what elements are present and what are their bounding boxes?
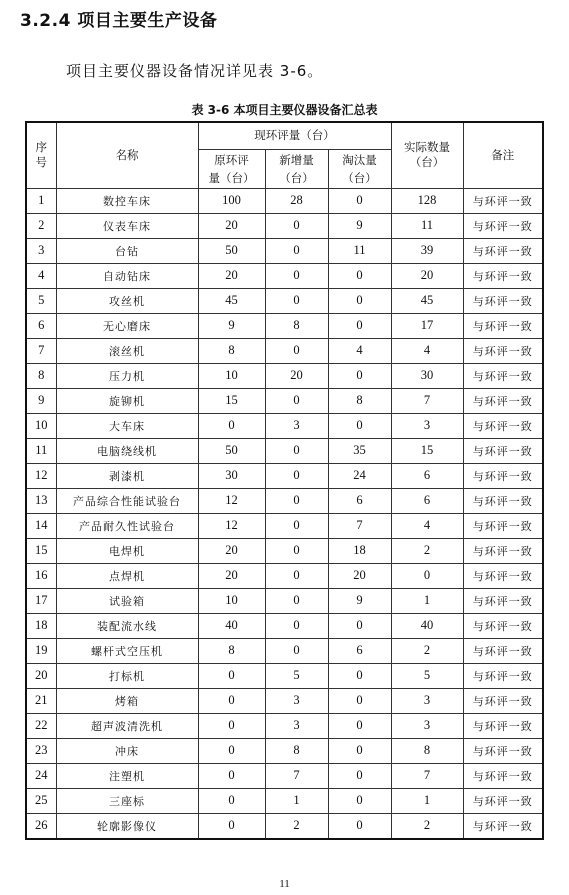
- actual-quantity-cell: 128: [391, 188, 463, 213]
- removed-quantity-cell: 0: [328, 788, 391, 813]
- table-row: [26, 663, 543, 688]
- removed-quantity-cell: 0: [328, 263, 391, 288]
- actual-quantity-cell: 17: [391, 313, 463, 338]
- original-quantity-cell: 0: [198, 738, 265, 763]
- header-no: 序 号: [26, 122, 56, 188]
- table-caption: 表 3-6 本项目主要仪器设备汇总表: [191, 103, 378, 117]
- table-header: [26, 122, 543, 188]
- added-quantity-cell: 3: [265, 713, 328, 738]
- row-number-cell: 23: [26, 738, 56, 763]
- original-quantity-cell: 12: [198, 513, 265, 538]
- actual-quantity-cell: 11: [391, 213, 463, 238]
- original-quantity-cell: 45: [198, 288, 265, 313]
- added-quantity-cell: 0: [265, 613, 328, 638]
- removed-quantity-cell: 0: [328, 813, 391, 839]
- added-quantity-cell: 7: [265, 763, 328, 788]
- added-quantity-cell: 0: [265, 263, 328, 288]
- row-number-cell: 26: [26, 813, 56, 839]
- actual-quantity-cell: 5: [391, 663, 463, 688]
- table-row: [26, 763, 543, 788]
- remark-cell: 与环评一致: [463, 738, 543, 763]
- equipment-name-cell: 产品综合性能试验台: [56, 488, 198, 513]
- remark-cell: 与环评一致: [463, 488, 543, 513]
- page-number: 11: [279, 878, 290, 890]
- original-quantity-cell: 50: [198, 238, 265, 263]
- actual-quantity-cell: 8: [391, 738, 463, 763]
- added-quantity-cell: 0: [265, 438, 328, 463]
- equipment-name-cell: 点焊机: [56, 563, 198, 588]
- equipment-name-cell: 滚丝机: [56, 338, 198, 363]
- original-quantity-cell: 0: [198, 713, 265, 738]
- header-actual: 实际数量 （台）: [391, 122, 463, 188]
- added-quantity-cell: 8: [265, 738, 328, 763]
- equipment-name-cell: 自动钻床: [56, 263, 198, 288]
- equipment-name-cell: 电脑绕线机: [56, 438, 198, 463]
- equipment-name-cell: 台钻: [56, 238, 198, 263]
- original-quantity-cell: 8: [198, 338, 265, 363]
- row-number-cell: 13: [26, 488, 56, 513]
- equipment-table: [25, 121, 544, 840]
- actual-quantity-cell: 4: [391, 513, 463, 538]
- actual-quantity-cell: 7: [391, 388, 463, 413]
- header-added: 新增量 （台）: [265, 149, 328, 188]
- actual-quantity-cell: 1: [391, 788, 463, 813]
- table-row: [26, 538, 543, 563]
- original-quantity-cell: 10: [198, 363, 265, 388]
- added-quantity-cell: 1: [265, 788, 328, 813]
- actual-quantity-cell: 2: [391, 813, 463, 839]
- added-quantity-cell: 3: [265, 413, 328, 438]
- table-row: [26, 288, 543, 313]
- table-row: [26, 338, 543, 363]
- row-number-cell: 2: [26, 213, 56, 238]
- row-number-cell: 22: [26, 713, 56, 738]
- removed-quantity-cell: 0: [328, 688, 391, 713]
- added-quantity-cell: 0: [265, 488, 328, 513]
- actual-quantity-cell: 39: [391, 238, 463, 263]
- header-removed: 淘汰量 （台）: [328, 149, 391, 188]
- table-row: [26, 263, 543, 288]
- table-row: [26, 213, 543, 238]
- actual-quantity-cell: 3: [391, 413, 463, 438]
- original-quantity-cell: 40: [198, 613, 265, 638]
- added-quantity-cell: 0: [265, 463, 328, 488]
- original-quantity-cell: 20: [198, 538, 265, 563]
- actual-quantity-cell: 0: [391, 563, 463, 588]
- remark-cell: 与环评一致: [463, 788, 543, 813]
- removed-quantity-cell: 6: [328, 638, 391, 663]
- added-quantity-cell: 0: [265, 588, 328, 613]
- table-row: [26, 413, 543, 438]
- added-quantity-cell: 0: [265, 563, 328, 588]
- remark-cell: 与环评一致: [463, 188, 543, 213]
- row-number-cell: 12: [26, 463, 56, 488]
- removed-quantity-cell: 7: [328, 513, 391, 538]
- table-row: [26, 188, 543, 213]
- equipment-name-cell: 试验箱: [56, 588, 198, 613]
- remark-cell: 与环评一致: [463, 213, 543, 238]
- row-number-cell: 21: [26, 688, 56, 713]
- remark-cell: 与环评一致: [463, 713, 543, 738]
- original-quantity-cell: 0: [198, 413, 265, 438]
- removed-quantity-cell: 0: [328, 313, 391, 338]
- table-row: [26, 438, 543, 463]
- removed-quantity-cell: 9: [328, 213, 391, 238]
- table-row: [26, 638, 543, 663]
- original-quantity-cell: 0: [198, 688, 265, 713]
- added-quantity-cell: 0: [265, 288, 328, 313]
- actual-quantity-cell: 7: [391, 763, 463, 788]
- removed-quantity-cell: 35: [328, 438, 391, 463]
- row-number-cell: 17: [26, 588, 56, 613]
- table-row: [26, 613, 543, 638]
- added-quantity-cell: 0: [265, 513, 328, 538]
- original-quantity-cell: 0: [198, 813, 265, 839]
- table-row: [26, 513, 543, 538]
- row-number-cell: 16: [26, 563, 56, 588]
- remark-cell: 与环评一致: [463, 563, 543, 588]
- removed-quantity-cell: 0: [328, 663, 391, 688]
- original-quantity-cell: 9: [198, 313, 265, 338]
- original-quantity-cell: 20: [198, 213, 265, 238]
- header-name: 名称: [56, 122, 198, 188]
- remark-cell: 与环评一致: [463, 763, 543, 788]
- remark-cell: 与环评一致: [463, 413, 543, 438]
- row-number-cell: 18: [26, 613, 56, 638]
- added-quantity-cell: 0: [265, 538, 328, 563]
- remark-cell: 与环评一致: [463, 638, 543, 663]
- remark-cell: 与环评一致: [463, 438, 543, 463]
- actual-quantity-cell: 45: [391, 288, 463, 313]
- table-row: [26, 588, 543, 613]
- actual-quantity-cell: 3: [391, 688, 463, 713]
- remark-cell: 与环评一致: [463, 588, 543, 613]
- actual-quantity-cell: 6: [391, 488, 463, 513]
- original-quantity-cell: 0: [198, 763, 265, 788]
- equipment-name-cell: 数控车床: [56, 188, 198, 213]
- added-quantity-cell: 0: [265, 338, 328, 363]
- actual-quantity-cell: 2: [391, 538, 463, 563]
- original-quantity-cell: 12: [198, 488, 265, 513]
- added-quantity-cell: 0: [265, 238, 328, 263]
- row-number-cell: 25: [26, 788, 56, 813]
- section-heading: 3.2.4 项目主要生产设备: [20, 11, 218, 31]
- removed-quantity-cell: 8: [328, 388, 391, 413]
- added-quantity-cell: 28: [265, 188, 328, 213]
- actual-quantity-cell: 3: [391, 713, 463, 738]
- equipment-name-cell: 大车床: [56, 413, 198, 438]
- added-quantity-cell: 8: [265, 313, 328, 338]
- removed-quantity-cell: 0: [328, 763, 391, 788]
- row-number-cell: 24: [26, 763, 56, 788]
- equipment-name-cell: 无心磨床: [56, 313, 198, 338]
- removed-quantity-cell: 24: [328, 463, 391, 488]
- original-quantity-cell: 8: [198, 638, 265, 663]
- actual-quantity-cell: 6: [391, 463, 463, 488]
- table-row: [26, 388, 543, 413]
- table-row: [26, 738, 543, 763]
- equipment-name-cell: 烤箱: [56, 688, 198, 713]
- original-quantity-cell: 20: [198, 563, 265, 588]
- equipment-name-cell: 剥漆机: [56, 463, 198, 488]
- row-number-cell: 14: [26, 513, 56, 538]
- row-number-cell: 6: [26, 313, 56, 338]
- remark-cell: 与环评一致: [463, 338, 543, 363]
- row-number-cell: 3: [26, 238, 56, 263]
- removed-quantity-cell: 18: [328, 538, 391, 563]
- equipment-name-cell: 轮廓影像仪: [56, 813, 198, 839]
- equipment-name-cell: 电焊机: [56, 538, 198, 563]
- removed-quantity-cell: 0: [328, 713, 391, 738]
- intro-paragraph: 项目主要仪器设备情况详见表 3-6。: [66, 62, 324, 80]
- header-original: 原环评 量（台）: [198, 149, 265, 188]
- row-number-cell: 20: [26, 663, 56, 688]
- removed-quantity-cell: 0: [328, 738, 391, 763]
- remark-cell: 与环评一致: [463, 388, 543, 413]
- row-number-cell: 5: [26, 288, 56, 313]
- added-quantity-cell: 2: [265, 813, 328, 839]
- original-quantity-cell: 20: [198, 263, 265, 288]
- remark-cell: 与环评一致: [463, 263, 543, 288]
- row-number-cell: 1: [26, 188, 56, 213]
- added-quantity-cell: 0: [265, 388, 328, 413]
- row-number-cell: 11: [26, 438, 56, 463]
- equipment-name-cell: 压力机: [56, 363, 198, 388]
- row-number-cell: 7: [26, 338, 56, 363]
- remark-cell: 与环评一致: [463, 513, 543, 538]
- removed-quantity-cell: 0: [328, 413, 391, 438]
- remark-cell: 与环评一致: [463, 313, 543, 338]
- actual-quantity-cell: 30: [391, 363, 463, 388]
- original-quantity-cell: 0: [198, 788, 265, 813]
- added-quantity-cell: 0: [265, 213, 328, 238]
- equipment-name-cell: 三座标: [56, 788, 198, 813]
- remark-cell: 与环评一致: [463, 463, 543, 488]
- table-row: [26, 363, 543, 388]
- original-quantity-cell: 10: [198, 588, 265, 613]
- equipment-name-cell: 螺杆式空压机: [56, 638, 198, 663]
- table-row: [26, 238, 543, 263]
- row-number-cell: 10: [26, 413, 56, 438]
- equipment-name-cell: 旋铆机: [56, 388, 198, 413]
- removed-quantity-cell: 4: [328, 338, 391, 363]
- table-row: [26, 813, 543, 839]
- row-number-cell: 8: [26, 363, 56, 388]
- row-number-cell: 15: [26, 538, 56, 563]
- original-quantity-cell: 30: [198, 463, 265, 488]
- remark-cell: 与环评一致: [463, 813, 543, 839]
- remark-cell: 与环评一致: [463, 238, 543, 263]
- removed-quantity-cell: 0: [328, 188, 391, 213]
- equipment-name-cell: 装配流水线: [56, 613, 198, 638]
- added-quantity-cell: 0: [265, 638, 328, 663]
- header-note: 备注: [463, 122, 543, 188]
- removed-quantity-cell: 0: [328, 363, 391, 388]
- row-number-cell: 9: [26, 388, 56, 413]
- table-body: [26, 188, 543, 839]
- table-row: [26, 488, 543, 513]
- added-quantity-cell: 5: [265, 663, 328, 688]
- equipment-name-cell: 产品耐久性试验台: [56, 513, 198, 538]
- remark-cell: 与环评一致: [463, 613, 543, 638]
- remark-cell: 与环评一致: [463, 538, 543, 563]
- removed-quantity-cell: 0: [328, 613, 391, 638]
- actual-quantity-cell: 40: [391, 613, 463, 638]
- original-quantity-cell: 100: [198, 188, 265, 213]
- removed-quantity-cell: 0: [328, 288, 391, 313]
- header-eia-group: 现环评量（台）: [198, 122, 391, 149]
- original-quantity-cell: 50: [198, 438, 265, 463]
- remark-cell: 与环评一致: [463, 363, 543, 388]
- equipment-name-cell: 攻丝机: [56, 288, 198, 313]
- equipment-name-cell: 冲床: [56, 738, 198, 763]
- added-quantity-cell: 20: [265, 363, 328, 388]
- actual-quantity-cell: 2: [391, 638, 463, 663]
- actual-quantity-cell: 15: [391, 438, 463, 463]
- table-row: [26, 788, 543, 813]
- original-quantity-cell: 0: [198, 663, 265, 688]
- remark-cell: 与环评一致: [463, 663, 543, 688]
- table-row: [26, 713, 543, 738]
- equipment-name-cell: 超声波清洗机: [56, 713, 198, 738]
- remark-cell: 与环评一致: [463, 288, 543, 313]
- added-quantity-cell: 3: [265, 688, 328, 713]
- table-row: [26, 313, 543, 338]
- removed-quantity-cell: 6: [328, 488, 391, 513]
- equipment-name-cell: 仪表车床: [56, 213, 198, 238]
- row-number-cell: 19: [26, 638, 56, 663]
- table-row: [26, 463, 543, 488]
- removed-quantity-cell: 9: [328, 588, 391, 613]
- removed-quantity-cell: 20: [328, 563, 391, 588]
- actual-quantity-cell: 20: [391, 263, 463, 288]
- table-row: [26, 688, 543, 713]
- original-quantity-cell: 15: [198, 388, 265, 413]
- actual-quantity-cell: 4: [391, 338, 463, 363]
- remark-cell: 与环评一致: [463, 688, 543, 713]
- equipment-name-cell: 打标机: [56, 663, 198, 688]
- row-number-cell: 4: [26, 263, 56, 288]
- table-row: [26, 563, 543, 588]
- removed-quantity-cell: 11: [328, 238, 391, 263]
- actual-quantity-cell: 1: [391, 588, 463, 613]
- equipment-name-cell: 注塑机: [56, 763, 198, 788]
